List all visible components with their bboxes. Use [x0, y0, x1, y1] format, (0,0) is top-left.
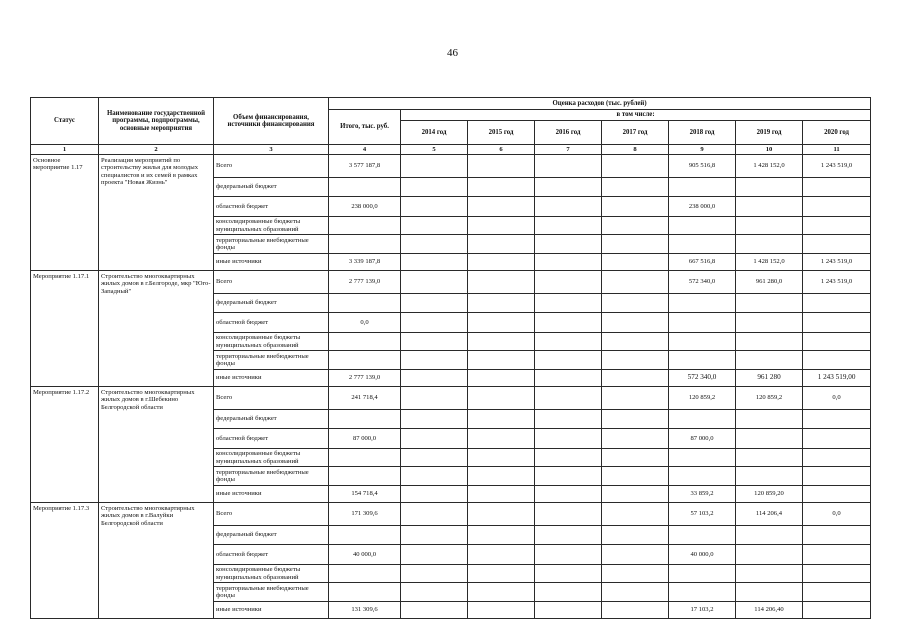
amount-cell [669, 526, 736, 545]
column-number: 3 [214, 145, 329, 155]
amount-cell [535, 545, 602, 565]
row-status: Мероприятие 1.17.1 [31, 271, 99, 387]
amount-cell [329, 467, 401, 486]
amount-cell [602, 503, 669, 526]
amount-cell [401, 254, 468, 271]
amount-cell [468, 429, 535, 449]
financing-source: областной бюджет [214, 545, 329, 565]
amount-cell [401, 217, 468, 235]
amount-cell [401, 333, 468, 351]
amount-cell [803, 602, 871, 619]
amount-cell: 1 428 152,0 [736, 155, 803, 178]
amount-cell [602, 486, 669, 503]
amount-cell [535, 429, 602, 449]
financing-source: Всего [214, 271, 329, 294]
amount-cell [468, 333, 535, 351]
amount-cell: 905 516,8 [669, 155, 736, 178]
amount-cell: 40 000,0 [669, 545, 736, 565]
amount-cell: 2 777 139,0 [329, 271, 401, 294]
amount-cell [535, 410, 602, 429]
financing-source: территориальные внебюджетные фонды [214, 467, 329, 486]
amount-cell [803, 583, 871, 602]
amount-cell: 1 243 519,0 [803, 254, 871, 271]
financing-source: иные источники [214, 602, 329, 619]
amount-cell [602, 449, 669, 467]
row-name: Строительство многоквартирных жилых домов в г.Валуйки Белгородской области [99, 503, 214, 619]
amount-cell [803, 410, 871, 429]
amount-cell [803, 486, 871, 503]
header-year: 2016 год [535, 121, 602, 145]
amount-cell: 1 243 519,0 [803, 271, 871, 294]
amount-cell: 241 718,4 [329, 387, 401, 410]
amount-cell [329, 410, 401, 429]
amount-cell [535, 235, 602, 254]
amount-cell: 0,0 [803, 503, 871, 526]
amount-cell [535, 565, 602, 583]
amount-cell [602, 235, 669, 254]
amount-cell [401, 526, 468, 545]
financing-source: иные источники [214, 254, 329, 271]
amount-cell [535, 602, 602, 619]
amount-cell: 57 103,2 [669, 503, 736, 526]
amount-cell [468, 526, 535, 545]
row-status: Основное мероприятие 1.17 [31, 155, 99, 271]
amount-cell [602, 178, 669, 197]
amount-cell [602, 294, 669, 313]
amount-cell [468, 178, 535, 197]
amount-cell [468, 503, 535, 526]
amount-cell [468, 294, 535, 313]
amount-cell [535, 467, 602, 486]
row-name: Строительство многоквартирных жилых домов в г.Шебекино Белгородской области [99, 387, 214, 503]
header-financing: Объем финансирования, источники финансирования [214, 98, 329, 145]
amount-cell: 2 777 139,0 [329, 370, 401, 387]
amount-cell [468, 197, 535, 217]
amount-cell: 33 859,2 [669, 486, 736, 503]
amount-cell [401, 486, 468, 503]
amount-cell: 961 280,0 [736, 271, 803, 294]
financing-source: консолидированные бюджеты муниципальных образований [214, 217, 329, 235]
header-incl: в том числе: [401, 110, 871, 121]
amount-cell: 154 718,4 [329, 486, 401, 503]
amount-cell [401, 155, 468, 178]
amount-cell [535, 449, 602, 467]
amount-cell [401, 545, 468, 565]
amount-cell [736, 235, 803, 254]
header-year: 2015 год [468, 121, 535, 145]
amount-cell [535, 294, 602, 313]
amount-cell [602, 565, 669, 583]
amount-cell: 1 243 519,00 [803, 370, 871, 387]
amount-cell: 3 339 187,8 [329, 254, 401, 271]
amount-cell [602, 545, 669, 565]
amount-cell [602, 370, 669, 387]
amount-cell [736, 565, 803, 583]
amount-cell [736, 449, 803, 467]
financing-source: иные источники [214, 370, 329, 387]
table-row [31, 387, 871, 410]
amount-cell [535, 313, 602, 333]
amount-cell [468, 387, 535, 410]
amount-cell: 0,0 [329, 313, 401, 333]
amount-cell [803, 565, 871, 583]
amount-cell [803, 313, 871, 333]
amount-cell [803, 526, 871, 545]
table-row [31, 503, 871, 526]
amount-cell [468, 155, 535, 178]
amount-cell: 17 103,2 [669, 602, 736, 619]
amount-cell [401, 565, 468, 583]
table-row [31, 271, 871, 294]
amount-cell [803, 294, 871, 313]
amount-cell: 1 428 152,0 [736, 254, 803, 271]
amount-cell: 667 516,8 [669, 254, 736, 271]
amount-cell [736, 545, 803, 565]
amount-cell [535, 333, 602, 351]
column-number: 5 [401, 145, 468, 155]
amount-cell [401, 410, 468, 429]
amount-cell: 87 000,0 [329, 429, 401, 449]
amount-cell [468, 449, 535, 467]
amount-cell [468, 486, 535, 503]
amount-cell [468, 602, 535, 619]
amount-cell [468, 313, 535, 333]
amount-cell [602, 526, 669, 545]
amount-cell [736, 583, 803, 602]
amount-cell [329, 583, 401, 602]
amount-cell [736, 333, 803, 351]
amount-cell [736, 429, 803, 449]
amount-cell: 114 206,40 [736, 602, 803, 619]
financing-source: федеральный бюджет [214, 294, 329, 313]
header-year: 2018 год [669, 121, 736, 145]
amount-cell [535, 155, 602, 178]
amount-cell [602, 313, 669, 333]
amount-cell [401, 351, 468, 370]
amount-cell [468, 467, 535, 486]
financing-source: иные источники [214, 486, 329, 503]
financing-source: Всего [214, 155, 329, 178]
column-number: 9 [669, 145, 736, 155]
amount-cell: 131 309,6 [329, 602, 401, 619]
amount-cell [468, 217, 535, 235]
amount-cell [602, 155, 669, 178]
amount-cell [535, 583, 602, 602]
amount-cell [535, 387, 602, 410]
amount-cell [736, 313, 803, 333]
amount-cell [803, 178, 871, 197]
amount-cell [329, 294, 401, 313]
amount-cell [602, 429, 669, 449]
amount-cell: 40 000,0 [329, 545, 401, 565]
amount-cell [736, 410, 803, 429]
column-number: 10 [736, 145, 803, 155]
header-status: Статус [31, 98, 99, 145]
amount-cell [736, 526, 803, 545]
amount-cell: 171 309,6 [329, 503, 401, 526]
amount-cell [329, 217, 401, 235]
table-row [31, 155, 871, 178]
row-name: Строительство многоквартирных жилых домов в г.Белгороде, мкр "Юго-Западный" [99, 271, 214, 387]
header-year: 2019 год [736, 121, 803, 145]
amount-cell [468, 254, 535, 271]
amount-cell [669, 351, 736, 370]
column-number: 6 [468, 145, 535, 155]
row-name: Реализация мероприятий по строительству жилья для молодых специалистов и их семей в рамках проекта "Новая Жизнь" [99, 155, 214, 271]
amount-cell: 961 280 [736, 370, 803, 387]
amount-cell: 3 577 187,8 [329, 155, 401, 178]
financing-source: областной бюджет [214, 429, 329, 449]
amount-cell [736, 351, 803, 370]
financing-source: территориальные внебюджетные фонды [214, 351, 329, 370]
amount-cell [669, 449, 736, 467]
amount-cell: 114 206,4 [736, 503, 803, 526]
financing-source: территориальные внебюджетные фонды [214, 583, 329, 602]
amount-cell [736, 197, 803, 217]
amount-cell [803, 235, 871, 254]
amount-cell: 238 000,0 [329, 197, 401, 217]
amount-cell [803, 545, 871, 565]
column-number: 11 [803, 145, 871, 155]
amount-cell [736, 217, 803, 235]
amount-cell [329, 565, 401, 583]
amount-cell [329, 449, 401, 467]
header-total: Итого, тыс. руб. [329, 110, 401, 145]
amount-cell [535, 370, 602, 387]
financing-source: федеральный бюджет [214, 178, 329, 197]
financing-source: территориальные внебюджетные фонды [214, 235, 329, 254]
amount-cell [401, 197, 468, 217]
expenditure-table [30, 97, 871, 619]
amount-cell [669, 235, 736, 254]
amount-cell [329, 333, 401, 351]
amount-cell [468, 583, 535, 602]
amount-cell [401, 178, 468, 197]
header-name: Наименование государственной программы, подпрограммы, основные мероприятия [99, 98, 214, 145]
amount-cell: 87 000,0 [669, 429, 736, 449]
amount-cell [329, 526, 401, 545]
amount-cell [329, 178, 401, 197]
amount-cell [803, 333, 871, 351]
amount-cell [602, 271, 669, 294]
amount-cell [468, 410, 535, 429]
amount-cell [329, 235, 401, 254]
row-status: Мероприятие 1.17.2 [31, 387, 99, 503]
header-year: 2017 год [602, 121, 669, 145]
financing-source: федеральный бюджет [214, 410, 329, 429]
amount-cell [803, 429, 871, 449]
amount-cell [401, 449, 468, 467]
column-number: 4 [329, 145, 401, 155]
amount-cell [669, 313, 736, 333]
amount-cell [401, 583, 468, 602]
amount-cell [401, 235, 468, 254]
amount-cell [401, 370, 468, 387]
amount-cell [535, 197, 602, 217]
amount-cell [736, 294, 803, 313]
amount-cell [669, 410, 736, 429]
amount-cell [803, 467, 871, 486]
header-year: 2020 год [803, 121, 871, 145]
financing-source: Всего [214, 503, 329, 526]
amount-cell [602, 467, 669, 486]
amount-cell [736, 178, 803, 197]
amount-cell [602, 351, 669, 370]
amount-cell [535, 217, 602, 235]
amount-cell [401, 429, 468, 449]
amount-cell [401, 503, 468, 526]
amount-cell [401, 313, 468, 333]
amount-cell: 0,0 [803, 387, 871, 410]
amount-cell [803, 351, 871, 370]
amount-cell [535, 271, 602, 294]
amount-cell [669, 333, 736, 351]
amount-cell [602, 197, 669, 217]
amount-cell [468, 370, 535, 387]
amount-cell [669, 583, 736, 602]
amount-cell [468, 545, 535, 565]
amount-cell [329, 351, 401, 370]
amount-cell [535, 254, 602, 271]
amount-cell [803, 217, 871, 235]
amount-cell [602, 333, 669, 351]
amount-cell [468, 235, 535, 254]
amount-cell [535, 351, 602, 370]
amount-cell [535, 526, 602, 545]
amount-cell [401, 602, 468, 619]
header-year: 2014 год [401, 121, 468, 145]
amount-cell [669, 294, 736, 313]
header-estimate: Оценка расходов (тыс. рублей) [329, 98, 871, 110]
page-number: 46 [447, 47, 458, 59]
column-number: 2 [99, 145, 214, 155]
amount-cell [602, 217, 669, 235]
financing-source: федеральный бюджет [214, 526, 329, 545]
amount-cell: 1 243 519,0 [803, 155, 871, 178]
amount-cell: 572 340,0 [669, 271, 736, 294]
amount-cell [401, 294, 468, 313]
amount-cell: 238 000,0 [669, 197, 736, 217]
amount-cell [535, 178, 602, 197]
financing-source: консолидированные бюджеты муниципальных образований [214, 565, 329, 583]
amount-cell [468, 271, 535, 294]
financing-source: консолидированные бюджеты муниципальных образований [214, 449, 329, 467]
amount-cell [669, 467, 736, 486]
amount-cell [602, 602, 669, 619]
financing-source: Всего [214, 387, 329, 410]
amount-cell [602, 583, 669, 602]
financing-source: консолидированные бюджеты муниципальных образований [214, 333, 329, 351]
amount-cell [535, 486, 602, 503]
amount-cell: 120 859,20 [736, 486, 803, 503]
amount-cell [602, 410, 669, 429]
amount-cell [803, 449, 871, 467]
amount-cell [535, 503, 602, 526]
amount-cell [401, 271, 468, 294]
amount-cell [669, 565, 736, 583]
amount-cell [401, 467, 468, 486]
amount-cell [468, 565, 535, 583]
row-status: Мероприятие 1.17.3 [31, 503, 99, 619]
amount-cell [803, 197, 871, 217]
amount-cell: 120 859,2 [736, 387, 803, 410]
amount-cell [602, 254, 669, 271]
amount-cell [468, 351, 535, 370]
amount-cell [602, 387, 669, 410]
financing-source: областной бюджет [214, 313, 329, 333]
column-number: 1 [31, 145, 99, 155]
amount-cell: 572 340,0 [669, 370, 736, 387]
amount-cell [736, 467, 803, 486]
amount-cell [669, 217, 736, 235]
column-number: 7 [535, 145, 602, 155]
column-number: 8 [602, 145, 669, 155]
amount-cell [669, 178, 736, 197]
financing-source: областной бюджет [214, 197, 329, 217]
amount-cell: 120 859,2 [669, 387, 736, 410]
amount-cell [401, 387, 468, 410]
